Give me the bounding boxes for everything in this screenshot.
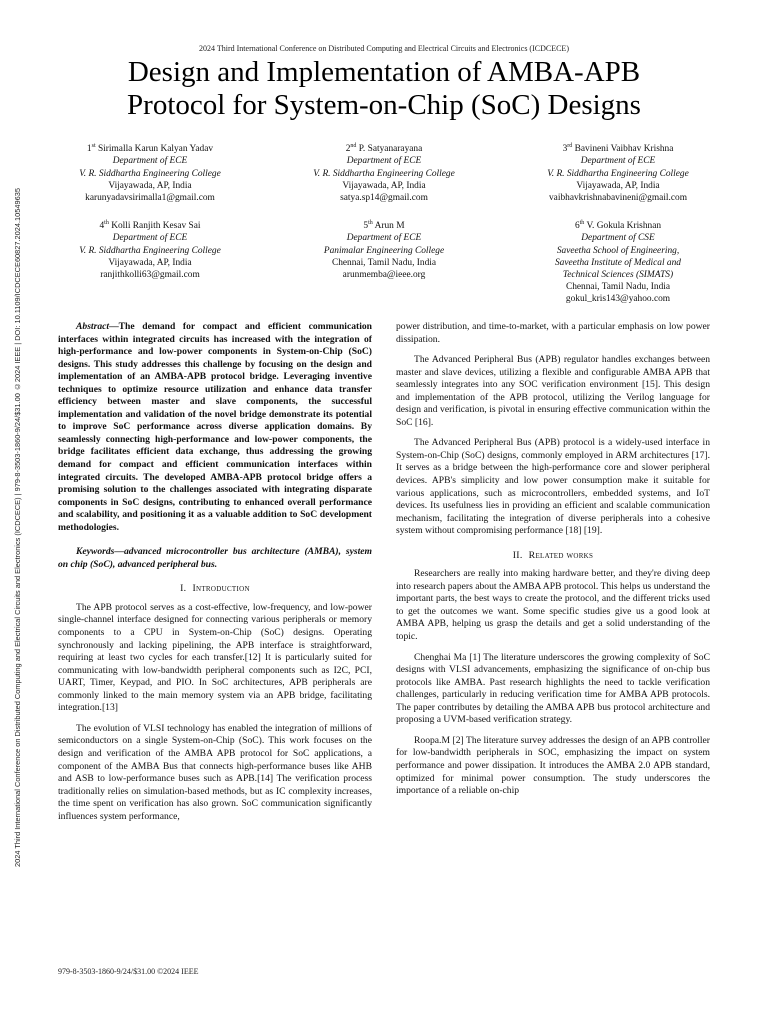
- keywords: Keywords—advanced microcontroller bus architecture (AMBA), system on chip (SoC), advanced peripheral bus.: [58, 546, 372, 570]
- author-name: 6th V. Gokula Krishnan: [574, 220, 662, 232]
- section-heading-related-works: II. Related works: [512, 549, 594, 561]
- author-name: 4th Kolli Ranjith Kesav Sai: [99, 220, 201, 232]
- author-email: vaibhavkrishnabavineni@gmail.com: [548, 192, 688, 203]
- author-name: 1st Sirimalla Karun Kalyan Yadav: [86, 143, 214, 155]
- author-block-5: [274, 217, 494, 281]
- author-location: Chennai, Tamil Nadu, India: [331, 257, 437, 268]
- paragraph: The evolution of VLSI technology has enabled the integration of millions of semiconductors on a single System-on-Chip (SoC). This work focuses on the design and verification of the AMBA APB protocol for SoC applications, a component of the AMBA Bus that connects high-performance buses like AHB and ASB to low-performance buses such as APB.[14] The verification process traditionally relies on simulation-based methods, but as IC complexity increases, the time spent on verification has also grown. SoC communication significantly influences system performance,: [58, 722, 372, 822]
- author-institution-line-2: Saveetha Institute of Medical and: [554, 257, 681, 268]
- author-email: satya.sp14@gmail.com: [340, 192, 428, 203]
- author-department: Department of ECE: [346, 156, 422, 167]
- conference-header: 2024 Third International Conference on Distributed Computing and Electrical Circuits and Electronics (ICDCECE): [199, 44, 569, 53]
- author-institution: V. R. Siddhartha Engineering College: [79, 168, 221, 179]
- side-doi-strip: 2024 Third International Conference on Distributed Computing and Electrical Circuits and Electronics (ICDCECE) | 979-8-3503-1860-9/24/$31.00 ©2024 IEEE | DOI: 10.1109/ICDCECE60827.2024.10549635: [13, 188, 22, 868]
- author-block-3: [508, 140, 728, 204]
- author-location: Vijayawada, AP, India: [576, 180, 660, 191]
- author-department: Department of ECE: [580, 156, 656, 167]
- author-name: 2nd P. Satyanarayana: [345, 143, 423, 155]
- author-block-6: [508, 217, 728, 306]
- paper-title: [40, 56, 728, 122]
- paragraph: The Advanced Peripheral Bus (APB) protocol is a widely-used interface in System-on-Chip (SoC) designs, commonly employed in ARM architectures [17]. It serves as a bridge between the high-performance core and slower peripheral devices. APB's simplicity and low power consumption make it suitable for various applications, such as microcontrollers, embedded systems, and IoT devices. Its usefulness lies in providing an efficient and scalable communication mechanism, facilitating the integration of diverse peripherals into a cohesive system without compromising performance [18] [19].: [396, 437, 710, 537]
- author-name: 5th Arun M: [363, 220, 405, 232]
- title-line-2: Protocol for System-on-Chip (SoC) Designs: [127, 89, 641, 121]
- author-email: karunyadavsirimalla1@gmail.com: [85, 192, 215, 203]
- author-institution: Saveetha School of Engineering,: [556, 245, 680, 256]
- paragraph: Roopa.M [2] The literature survey addresses the design of an APB controller for low-bandwidth peripherals in SOC, emphasizing the impact on system performance and power dissipation. It introduces the AMBA 2.0 APB standard, optimized for minimal power consumption. The study underscores the importance of a reliable on-chip: [396, 734, 710, 797]
- author-location: Vijayawada, AP, India: [108, 180, 192, 191]
- author-department: Department of CSE: [581, 233, 655, 244]
- abstract-label: Abstract: [76, 321, 110, 332]
- author-department: Department of ECE: [112, 156, 188, 167]
- author-block-1: [40, 140, 260, 204]
- abstract-text: —The demand for compact and efficient communication interfaces within integrated circuits has increased with the integration of high-performance and low-power components in System-on-Chip (SoC) designs. This study addresses this challenge by focusing on the design and implementation of an AMBA-APB protocol bridge. Leveraging inventive techniques to optimize resource utilization and enhance data transfer efficiency between master and slave components, the successful implementation and validation of the novel bridge demonstrate its potential to improve SoC performance across diverse application domains. By seamlessly connecting high-performance and low-power components, the bridge facilitates efficient data exchange, thus addressing the growing demand for compact and efficient communication interfaces within integrated circuits. The developed AMBA-APB protocol bridge offers a promising solution to the challenges associated with integrating disparate components in SoC designs, contributing to enhanced overall performance and scalability, and positioning it as a valuable addition to SoC development methodologies.: [58, 321, 372, 533]
- author-email: gokul_kris143@yahoo.com: [565, 294, 671, 305]
- author-email: arunmemba@ieee.org: [342, 269, 426, 280]
- author-institution: Panimalar Engineering College: [323, 245, 445, 256]
- left-column: [58, 321, 372, 831]
- paragraph: The APB protocol serves as a cost-effective, low-frequency, and low-power single-channel interface designed for connecting various peripherals or memory components to a CPU in System-on-Chip (SoC) designs. Operating synchronously and lacking pipelining, the APB interface is straightforward, requiring at least two cycles for each transfer.[12] It is particularly suited for communicating with low-bandwidth peripheral components such as I2C, PCI, UART, Timer, Keypad, and PIO. In SoC architectures, APB peripherals are commonly linked to the main memory system via an APB bridge, facilitating integration.[13]: [58, 601, 372, 714]
- author-block-4: [40, 217, 260, 281]
- section-heading-introduction: I. Introduction: [180, 583, 250, 595]
- author-department: Department of ECE: [346, 233, 422, 244]
- paragraph-continued: power distribution, and time-to-market, with a particular emphasis on low power dissipation.: [396, 321, 710, 345]
- right-column: [396, 321, 710, 806]
- paragraph: Chenghai Ma [1] The literature underscores the growing complexity of SoC designs with VLSI advancements, emphasizing the significance of on-chip bus protocols like AMBA. Past research highlights the need to tackle verification challenges, particularly in reducing verification time for AMBA APB protocols. The paper contributes by detailing the AMBA APB bus protocol architecture and proposing a UVM-based verification strategy.: [396, 651, 710, 726]
- author-email: ranjithkolli63@gmail.com: [100, 269, 200, 280]
- author-location: Chennai, Tamil Nadu, India: [565, 282, 671, 293]
- paragraph: The Advanced Peripheral Bus (APB) regulator handles exchanges between master and slave devices, utilizing a flexible and configurable AMBA APB that seamlessly integrates into any SOC verification environment [15]. This design and implementation of the APB protocol, utilizing the Verilog language for design and verification, is pivotal in ensuring effective communication within the SoC [16].: [396, 354, 710, 428]
- title-line-1: Design and Implementation of AMBA-APB: [127, 56, 641, 88]
- author-institution: V. R. Siddhartha Engineering College: [313, 168, 455, 179]
- footer-copyright: 979-8-3503-1860-9/24/$31.00 ©2024 IEEE: [58, 967, 199, 976]
- abstract: [58, 321, 372, 534]
- author-location: Vijayawada, AP, India: [342, 180, 426, 191]
- author-institution-line-3: Technical Sciences (SIMATS): [562, 269, 674, 280]
- author-institution: V. R. Siddhartha Engineering College: [547, 168, 689, 179]
- author-location: Vijayawada, AP, India: [108, 257, 192, 268]
- author-institution: V. R. Siddhartha Engineering College: [79, 245, 221, 256]
- author-department: Department of ECE: [112, 233, 188, 244]
- paragraph: Researchers are really into making hardware better, and they're diving deep into research papers about the AMBA APB protocol. This helps us understand the important parts, the best ways to create the protocol, and the different tricks used to get the outcomes we want. Some specific studies give us a good look at AMBA APB, helping us grasp the details and get a solid understanding of the topic.: [396, 568, 710, 643]
- author-name: 3rd Bavineni Vaibhav Krishna: [562, 143, 674, 155]
- author-block-2: [274, 140, 494, 204]
